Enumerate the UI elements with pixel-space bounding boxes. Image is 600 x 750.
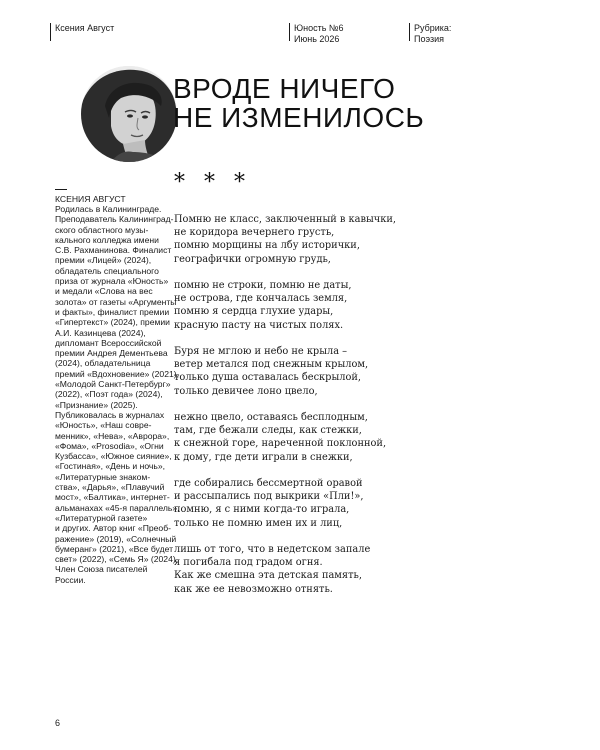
poem-line: Помню не класс, заключенный в кавычки, — [174, 214, 397, 225]
poem-line: не острова, где кончалась земля, — [174, 293, 348, 305]
poem-line: я погибала под градом огня. — [174, 557, 323, 569]
bio-author-name: КСЕНИЯ АВГУСТ — [55, 194, 126, 204]
bio-line: обладатель специального — [55, 265, 159, 276]
poem — [174, 213, 396, 609]
poem-stanza — [174, 543, 396, 596]
bio-line: «Фома», «Prosodia», «Огни — [55, 440, 164, 451]
bio-line: кального колледжа имени — [55, 234, 159, 245]
poem-line: лишь от того, что в недетском запале — [174, 544, 371, 555]
bio-line: Кузбасса», «Южное сияние», — [55, 451, 172, 462]
poem-stanza — [174, 345, 396, 398]
bio-line: мост», «Балтика», интернет- — [55, 492, 170, 503]
bio-divider — [55, 189, 67, 190]
poem-stanza — [174, 279, 396, 332]
bio-line: и других. Автор книг «Преоб- — [55, 523, 171, 534]
poem-line: к дому, где дети играли в снежки, — [174, 451, 353, 463]
poem-line: только девичее лоно цвело, — [174, 385, 318, 397]
bio-line: «Гостиная», «День и ночь», — [55, 461, 166, 472]
poem-stanza — [174, 477, 396, 530]
header-divider — [289, 23, 290, 41]
bio-line: Преподаватель Калининград- — [55, 214, 174, 225]
bio-line: золота» от газеты «Аргументы — [55, 296, 177, 307]
poem-line: где собирались бессмертной оравой — [174, 478, 363, 489]
bio-line: России. — [55, 574, 86, 585]
bio-line: «Признание» (2025). — [55, 399, 138, 410]
bio-line: приза от журнала «Юность» — [55, 276, 169, 287]
portrait-illustration — [81, 66, 177, 162]
bio-line: «Молодой Санкт-Петербург» — [55, 379, 171, 390]
author-portrait — [81, 66, 177, 162]
article-title — [173, 74, 424, 132]
poem-line: помню не строки, помню не даты, — [174, 280, 352, 291]
bio-line: и медали «Слова на вес — [55, 286, 153, 297]
page-number: 6 — [55, 718, 61, 728]
bio-line: «Юность», «Наш совре- — [55, 420, 152, 431]
poem-line: помню я сердца глухие удары, — [174, 306, 334, 318]
bio-line: «Литературные знаком- — [55, 471, 151, 482]
header-divider — [50, 23, 51, 41]
rubric-label: Рубрика: — [414, 23, 452, 33]
poem-line: и рассыпались под выкрики «Пли!», — [174, 491, 364, 503]
poem-stanza — [174, 411, 396, 464]
bio-line: свет» (2022), «Семь Я» (2024). — [55, 554, 179, 565]
bio-line: «Литературной газете» — [55, 512, 148, 523]
poem-stanza — [174, 213, 396, 266]
bio-line: премии Андрея Дементьева — [55, 348, 168, 359]
poem-line: красную пасту на чистых полях. — [174, 319, 344, 331]
poem-line: Как же смешна эта детская память, — [174, 570, 362, 582]
rubric-value: Поэзия — [414, 34, 444, 44]
poem-line: ветер метался под снежным крылом, — [174, 359, 369, 371]
bio-line: и факты», финалист премии — [55, 306, 170, 317]
bio-line: бумеранг» (2021), «Все будет — [55, 543, 174, 554]
bio-line: премий «Вдохновение» (2021), — [55, 368, 180, 379]
poem-line: только не помню имен их и лиц, — [174, 517, 343, 529]
bio-line: ского областного музы- — [55, 224, 149, 235]
header-author: Ксения Август — [55, 23, 115, 33]
bio-line: дипломант Всероссийской — [55, 337, 162, 348]
poem-line: не коридора вечернего грусть, — [174, 227, 335, 239]
poem-line: помню морщины на лбу исторички, — [174, 240, 360, 252]
poem-line: Буря не мглою и небо не крыла – — [174, 346, 348, 357]
poem-line: как же ее невозможно отнять. — [174, 583, 333, 595]
poem-line: географички огромную грудь, — [174, 253, 331, 265]
poem-line: к снежной горе, нареченной поклонной, — [174, 438, 387, 450]
issue-number: Юность №6 — [294, 23, 344, 33]
bio-line: «Гипертекст» (2024), премии — [55, 317, 170, 328]
title-line: ВРОДЕ НИЧЕГО — [173, 73, 396, 104]
bio-line: ражение» (2019), «Солнечный — [55, 533, 177, 544]
bio-line: менник», «Нева», «Аврора», — [55, 430, 170, 441]
bio-line: (2022), «Поэт года» (2024), — [55, 389, 163, 400]
issue-date: Июнь 2026 — [294, 34, 340, 44]
bio-line: Родилась в Калининграде. — [55, 204, 162, 214]
bio-line: Публиковалась в журналах — [55, 409, 165, 420]
title-line: НЕ ИЗМЕНИЛОСЬ — [173, 102, 425, 133]
poem-line: там, где бежали следы, как стежки, — [174, 425, 362, 437]
poem-line: помню, я с ними когда-то играла, — [174, 504, 350, 516]
bio-line: альманахах «45-я параллель», — [55, 502, 180, 513]
bio-line: ства», «Дарья», «Плавучий — [55, 482, 165, 493]
author-bio — [55, 204, 180, 585]
header-issue — [294, 23, 344, 45]
poem-line: только душа оставалась бескрылой, — [174, 372, 362, 384]
bio-line: (2024), обладательница — [55, 358, 151, 369]
bio-line: премии «Лицей» (2024), — [55, 255, 152, 266]
bio-line: А.И. Казинцева (2024), — [55, 327, 146, 338]
bio-line: С.В. Рахманинова. Финалист — [55, 245, 172, 256]
header-rubric — [414, 23, 451, 45]
poem-asterisks: * * * — [174, 170, 251, 195]
bio-line: Член Союза писателей — [55, 564, 148, 575]
poem-line: нежно цвело, оставаясь бесплодным, — [174, 412, 368, 423]
header-divider — [409, 23, 410, 41]
